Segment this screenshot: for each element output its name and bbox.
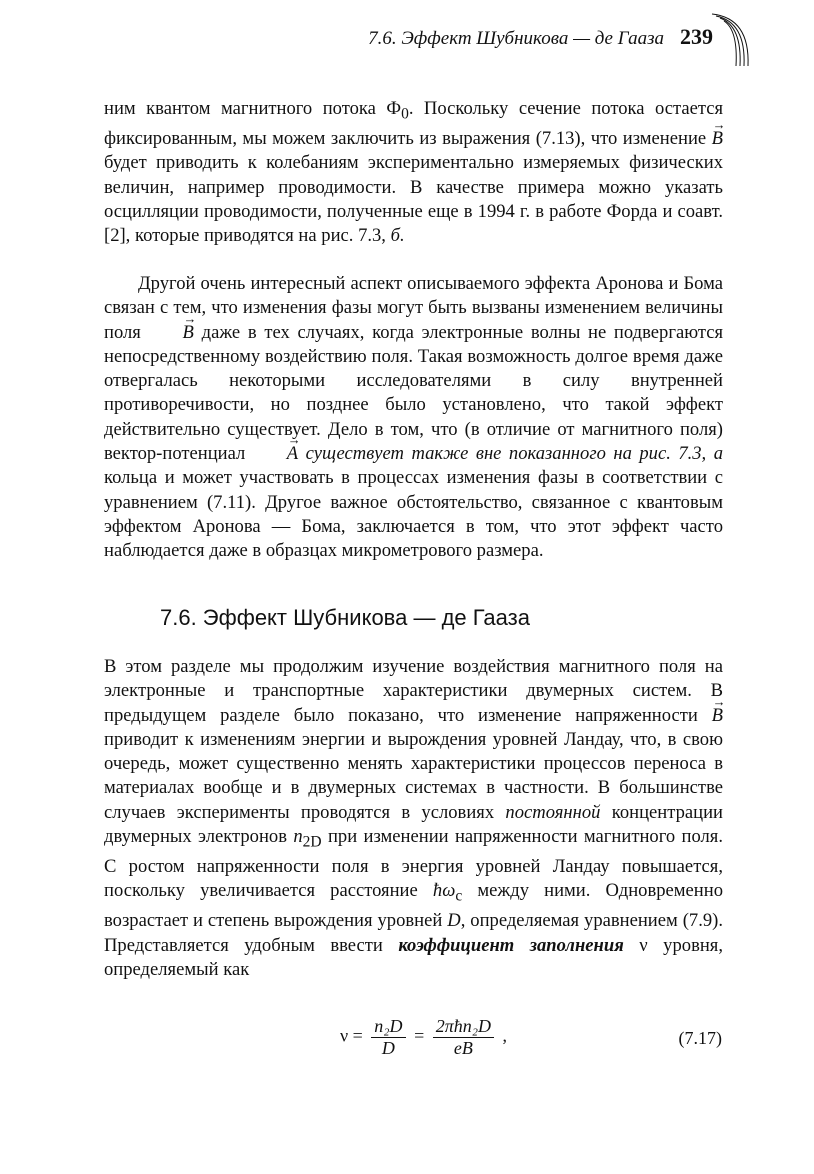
running-head: 7.6. Эффект Шубникова — де Гааза xyxy=(368,28,664,49)
paragraph-1 xyxy=(104,97,723,249)
p1-text-3: будет приводить к колебаниям экспериментально измеряемых физических величин, например проводимости. В качестве примера можно указать осцилляции проводимости, полученные еще в 1994 г. в работе Форда и соавт. [2], которые приводятся на рис. 7.3, xyxy=(104,152,723,247)
p3-term: коэффициент заполнения xyxy=(398,934,624,956)
equation-7-17 xyxy=(340,1016,730,1064)
p3-text-2: приводит к изменениям энергии и вырождения уровней Ландау, что, в свою очередь, может существенно менять характеристики процессов переноса в материалах вообще и в двумерных системах в частности. В большинстве случаев эксперименты проводятся в условиях xyxy=(104,728,723,823)
p1-subscript: 0 xyxy=(401,105,409,123)
p3-d: D xyxy=(447,910,461,932)
p3-n2d: n xyxy=(293,826,303,848)
formula-frac2-den: eB xyxy=(453,1038,473,1058)
p3-emphasis: постоянной xyxy=(505,801,601,823)
formula-frac1-den: D xyxy=(381,1038,395,1058)
p3-text-3: концентрации двумерных электронов xyxy=(104,801,723,848)
formula-comma: , xyxy=(502,1025,507,1046)
formula-frac1-num: n₂D xyxy=(371,1016,405,1038)
p1-text-1: ним квантом магнитного потока Ф xyxy=(104,98,402,119)
p2-text-2: даже в тех случаях, когда электронные волны не подвергаются непосредственному воздействию поля. Такая возможность долгое время даже отвергалась некоторыми исследователями в силу внутренней противоречивости, но позднее было установлено, что такой эффект действительно существует. Дело в том, что (в отличие от магнитного поля) вектор-потенциал xyxy=(104,321,724,465)
section-heading: 7.6. Эффект Шубникова — де Гааза xyxy=(160,605,530,630)
formula-lhs: ν = xyxy=(340,1025,363,1046)
p3-text-1: В этом разделе мы продолжим изучение воздействия магнитного поля на электронные и транспортные характеристики двумерных систем. В предыдущем разделе было показано, что изменение напряженности xyxy=(104,656,723,726)
p1-fig-ref: б. xyxy=(390,225,405,247)
paragraph-2 xyxy=(104,268,723,564)
p1-text-2: . Поскольку сечение потока остается фиксированным, мы можем заключить из выражения (7.13), что изменение xyxy=(104,98,724,150)
p2-vector-a: → A xyxy=(253,442,298,466)
page-number: 239 xyxy=(680,24,713,49)
formula-fraction-1 xyxy=(371,1016,405,1059)
equation-number: (7.17) xyxy=(678,1028,722,1048)
p2-text-4: кольца и может участвовать в процессах изменения фазы в соответствии с уравнением (7.11). Другое важное обстоятельство, связанное с квантовым эффектом Аронова — Бома, заключается в том, что этот эффект часто наблюдается даже в образцах микрометрового размера. xyxy=(104,467,723,562)
p3-text-4: при изменении напряженности магнитного поля. С ростом напряженности поля в энергия уровней Ландау повышается, поскольку увеличивается расстояние xyxy=(104,826,723,902)
p2-text-3: существует также вне показанного на рис. 7.3, xyxy=(298,443,714,465)
formula-equals: = xyxy=(414,1025,425,1046)
p3-vector-b: → B xyxy=(712,704,723,728)
formula-fraction-2 xyxy=(433,1016,494,1059)
page-header xyxy=(0,24,814,64)
paragraph-3 xyxy=(104,655,723,982)
p3-text-5: между ними. Одновременно возрастает и степень вырождения уровней xyxy=(104,880,723,932)
p3-text-7: ν уровня, определяемый как xyxy=(104,934,723,980)
page-corner-ornament-icon xyxy=(708,12,754,70)
p3-hw: ħω xyxy=(432,880,456,902)
p3-n2d-sub: 2D xyxy=(302,833,322,851)
p2-vector-b: → B xyxy=(149,321,194,345)
p1-vector-b: → B xyxy=(712,127,723,151)
p3-text-6: , определяемая уравнением (7.9). Представляется удобным ввести xyxy=(104,910,723,956)
p3-hw-sub: c xyxy=(455,888,463,906)
p2-text-1: Другой очень интересный аспект описываемого эффекта Аронова и Бома связан с тем, что изменения фазы могут быть вызваны изменением величины поля xyxy=(104,273,723,343)
formula-frac2-num: 2πħn₂D xyxy=(433,1016,494,1038)
p2-fig-letter: а xyxy=(713,443,723,465)
